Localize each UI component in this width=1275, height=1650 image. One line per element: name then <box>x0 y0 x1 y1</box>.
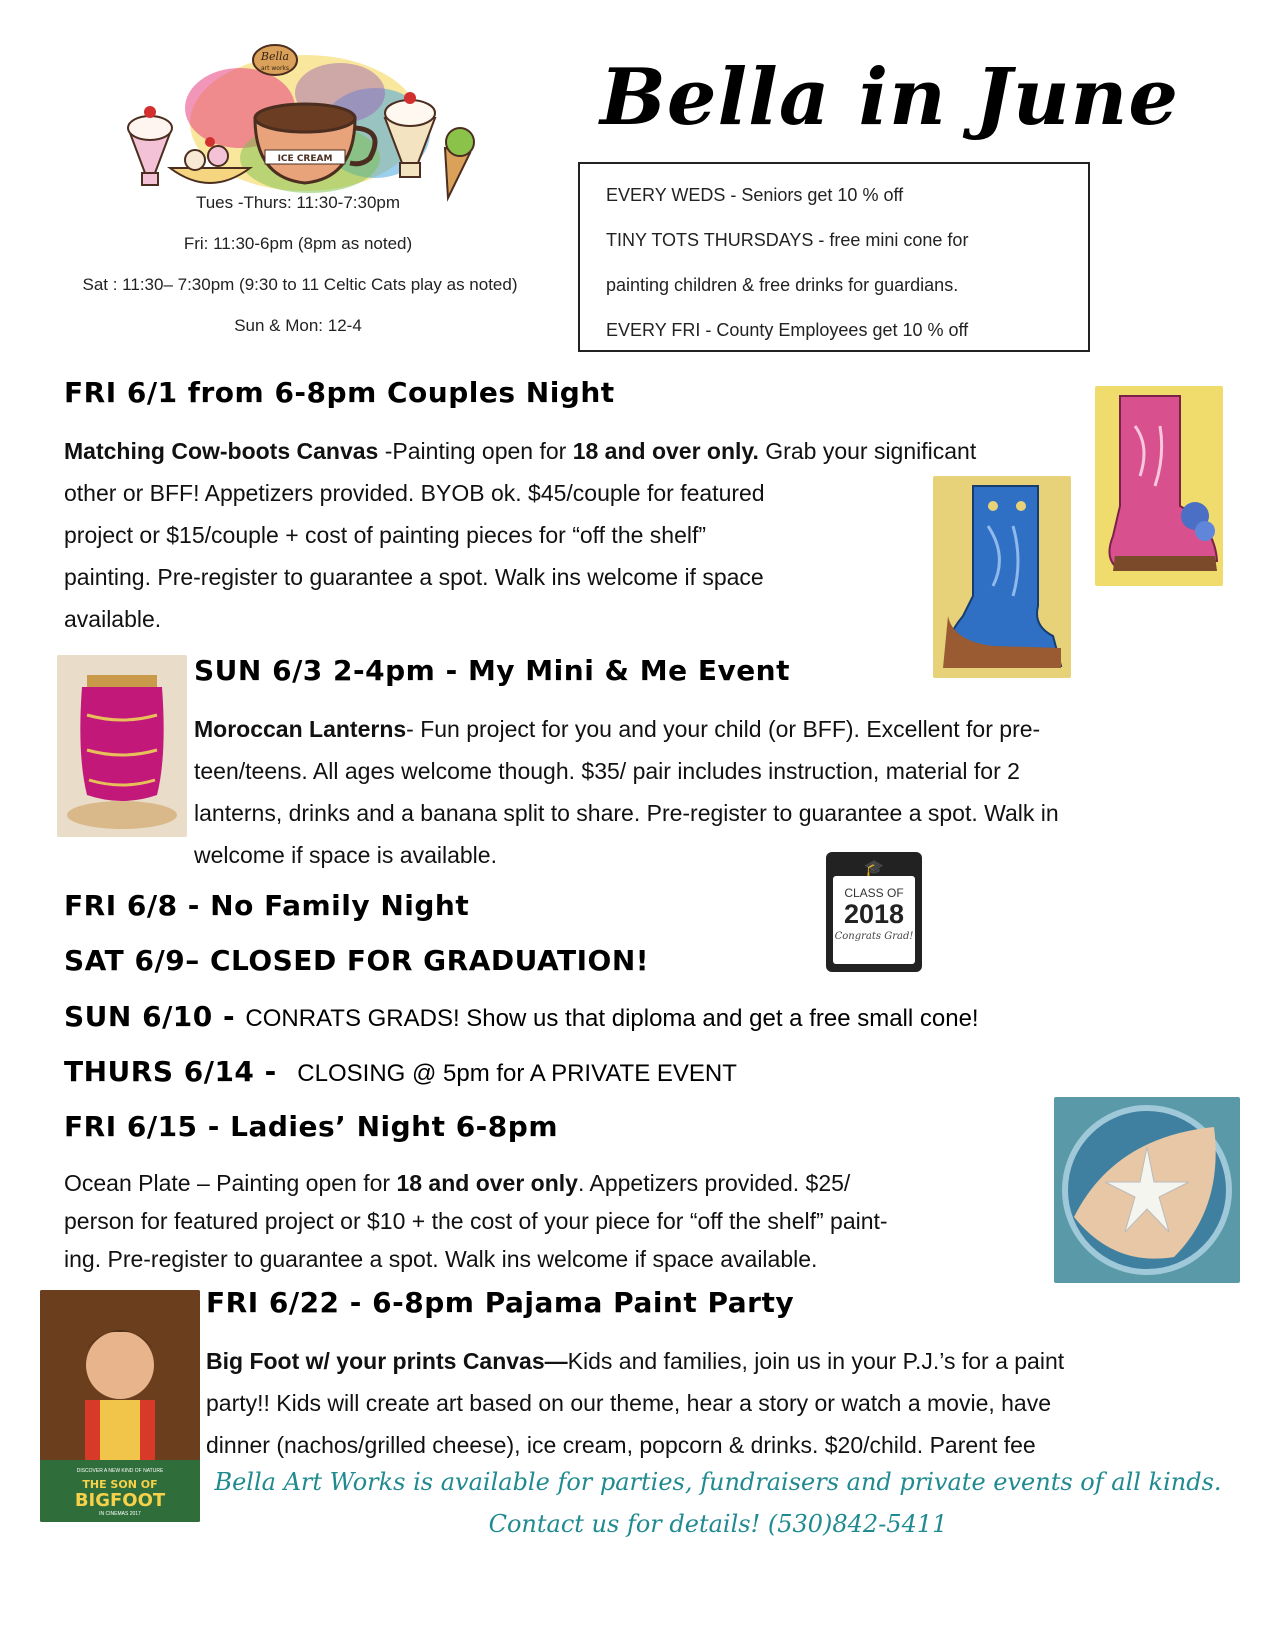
graduation-cap-icon: 🎓 <box>864 860 884 877</box>
hours-sun-mon: Sun & Mon: 12-4 <box>234 316 362 335</box>
logo <box>100 38 490 208</box>
hours-weekdays: Tues -Thurs: 11:30-7:30pm <box>195 193 401 212</box>
deal-fri: EVERY FRI - County Employees get 10 % off <box>606 320 969 340</box>
event-heading-ladies-night: FRI 6/15 - Ladies’ Night 6-8pm <box>64 1110 559 1143</box>
event-body-ladies-night: Ocean Plate – Painting open for 18 and over only. Appetizers provided. $25/ person for featured project or $10 + the cost of your piece for “off the shelf” paint- ing. Pre-register to guarantee a spot. Walk ins welcome if space available. <box>64 1170 888 1272</box>
event-heading-couples-night: FRI 6/1 from 6-8pm Couples Night <box>64 376 615 409</box>
class-of-2018-badge: 🎓 CLASS OF 2018 Congrats Grad! <box>826 852 922 972</box>
event-heading-closed-graduation: SAT 6/9– CLOSED FOR GRADUATION! <box>64 944 650 977</box>
ocean-plate-image <box>1054 1097 1240 1283</box>
deal-tiny-tots-cont: painting children & free drinks for guardians. <box>606 275 959 295</box>
blue-boot-image <box>933 476 1071 678</box>
event-sun-6-10: SUN 6/10 - CONRATS GRADS! Show us that diploma and get a free small cone! <box>64 1000 979 1033</box>
svg-text:Bella: Bella <box>260 50 290 63</box>
page-title: Bella in June <box>600 52 1179 143</box>
deal-tiny-tots: TINY TOTS THURSDAYS - free mini cone for <box>606 230 969 250</box>
logo-illustration <box>100 38 490 208</box>
pink-boot-image <box>1095 386 1223 586</box>
hours-friday: Fri: 11:30-6pm (8pm as noted) <box>183 234 413 253</box>
event-body-pajama-party: Big Foot w/ your prints Canvas—Kids and families, join us in your P.J.’s for a paint party!! Kids will create art based on our theme, hear a story or watch a movie, have dinner (nachos/grilled cheese), ice cream, popcorn & drinks. $20/child. Parent fee <box>206 1348 1065 1458</box>
weekly-deals-box <box>578 162 1090 352</box>
son-of-bigfoot-poster: DISCOVER A NEW KIND OF NATURE THE SON OF BIGFOOT IN CINEMAS 2017 <box>40 1290 200 1522</box>
event-thurs-6-14: THURS 6/14 - CLOSING @ 5pm for A PRIVATE EVENT <box>64 1055 737 1088</box>
event-body-mini-me: Moroccan Lanterns- Fun project for you and your child (or BFF). Excellent for pre- teen/teens. All ages welcome though. $35/ pair includes instruction, material for 2 lanterns, drinks and a banana split to share. Pre-register to guarantee a spot. Walk in welcome if space is available. <box>194 716 1059 868</box>
event-heading-no-family-night: FRI 6/8 - No Family Night <box>64 889 470 922</box>
footer-availability: Bella Art Works is available for parties, fundraisers and private events of all kinds. <box>214 1468 1222 1496</box>
hours-saturday: Sat : 11:30– 7:30pm (9:30 to 11 Celtic Cats play as noted) <box>82 275 518 294</box>
footer-contact: Contact us for details! (530)842-5411 <box>488 1510 948 1538</box>
event-heading-mini-me: SUN 6/3 2-4pm - My Mini & Me Event <box>194 654 791 687</box>
event-heading-pajama-party: FRI 6/22 - 6-8pm Pajama Paint Party <box>206 1286 795 1319</box>
svg-text:art works: art works <box>260 65 290 72</box>
moroccan-lantern-image <box>57 655 187 837</box>
event-body-couples-night: Matching Cow-boots Canvas -Painting open for 18 and over only. Grab your significant other or BFF! Appetizers provided. BYOB ok. $45/couple for featured project or $15/couple + cost of painting pieces for “off the shelf” painting. Pre-register to guarantee a spot. Walk ins welcome if space available. <box>64 438 977 632</box>
event-lead: Matching Cow-boots Canvas <box>64 438 379 464</box>
svg-text:ICE CREAM: ICE CREAM <box>277 154 333 164</box>
deal-weds: EVERY WEDS - Seniors get 10 % off <box>606 185 904 205</box>
